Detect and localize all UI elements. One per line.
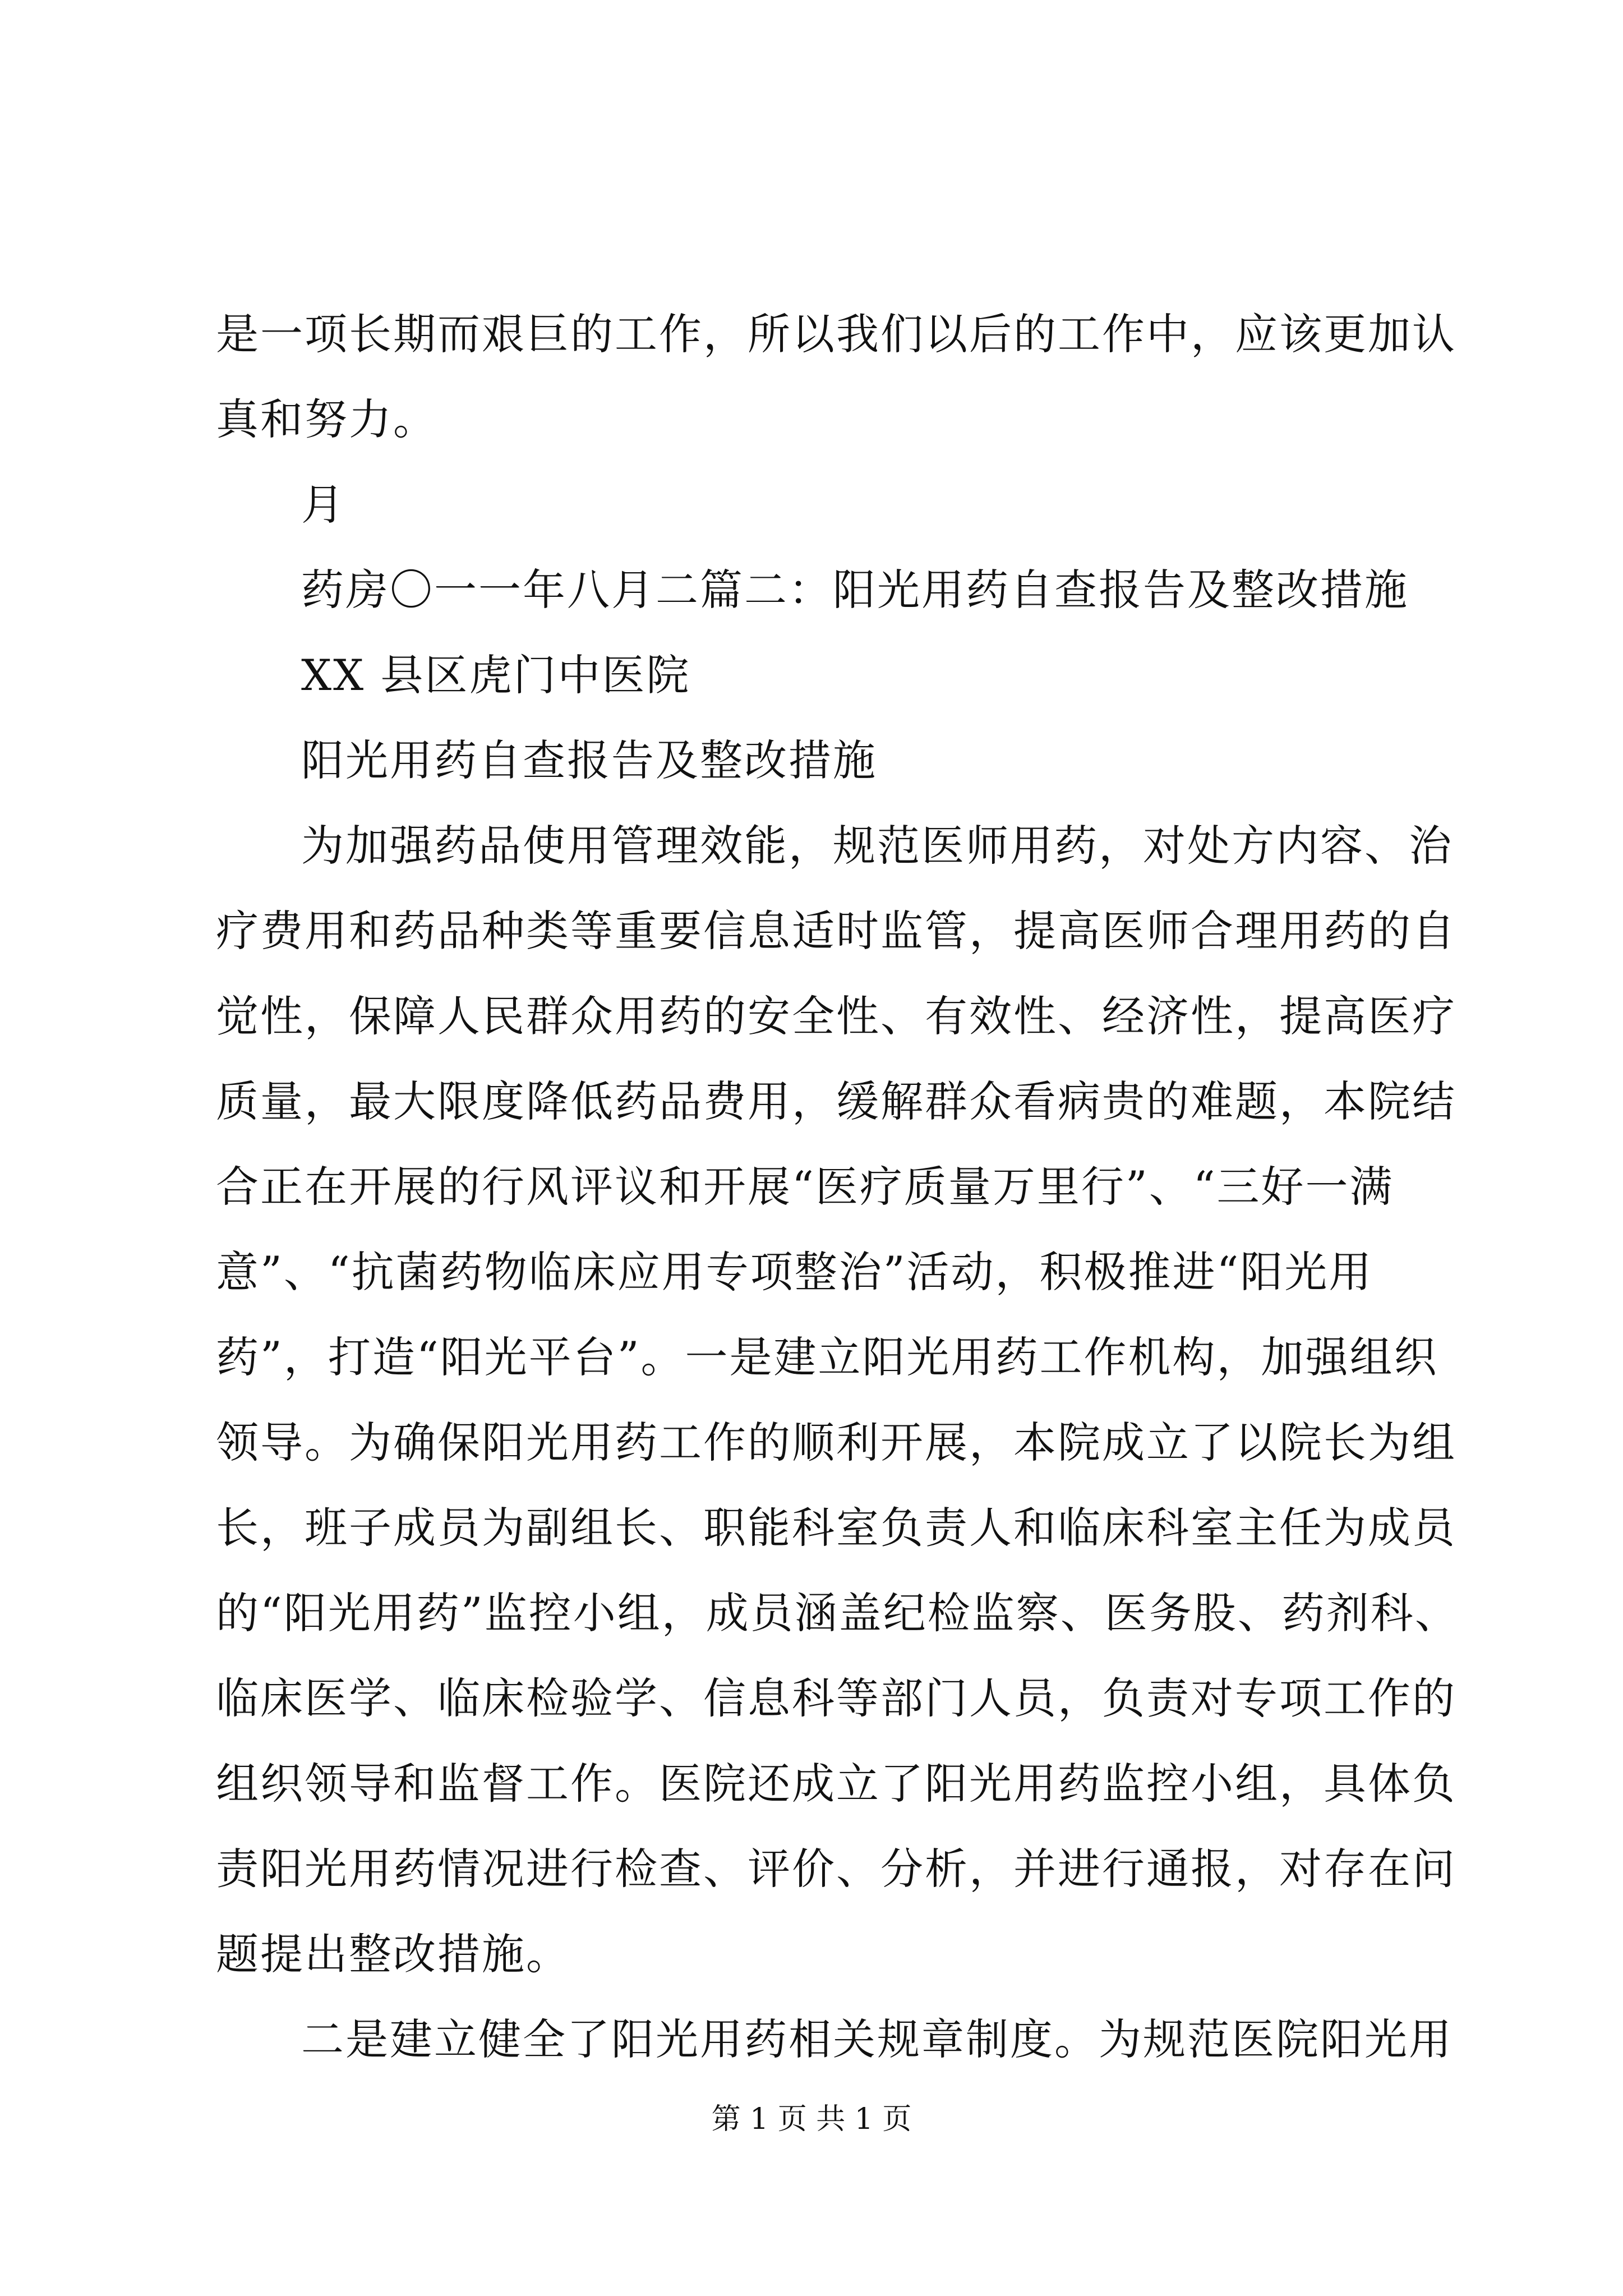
text-line: 意”、“抗菌药物临床应用专项整治”活动，积极推进“阳光用 <box>216 1247 1373 1297</box>
text-line: 组织领导和监督工作。医院还成立了阳光用药监控小组，具体负 <box>216 1759 1456 1809</box>
text-line: 月 <box>301 480 345 530</box>
text-line: 二是建立健全了阳光用药相关规章制度。为规范医院阳光用 <box>301 2014 1453 2064</box>
text-line: 是一项长期而艰巨的工作，所以我们以后的工作中，应该更加认 <box>216 309 1456 359</box>
text-line: 药”，打造“阳光平台”。一是建立阳光用药工作机构，加强组织 <box>216 1332 1438 1382</box>
text-line: 的“阳光用药”监控小组，成员涵盖纪检监察、医务股、药剂科、 <box>216 1588 1459 1638</box>
text-line: XX 县区虎门中医院 <box>301 650 691 700</box>
text-line: 合正在开展的行风评议和开展“医疗质量万里行”、“三好一满 <box>216 1162 1394 1212</box>
text-line: 为加强药品使用管理效能，规范医师用药，对处方内容、治 <box>301 821 1453 871</box>
text-line: 觉性，保障人民群众用药的安全性、有效性、经济性，提高医疗 <box>216 991 1456 1041</box>
page-footer: 第 1 页 共 1 页 <box>711 2102 912 2136</box>
text-line: 药房〇一一年八月二篇二：阳光用药自查报告及整改措施 <box>301 565 1409 615</box>
text-line: 临床医学、临床检验学、信息科等部门人员，负责对专项工作的 <box>216 1673 1456 1723</box>
text-line: 题提出整改措施。 <box>216 1929 570 1979</box>
document-body <box>216 292 1459 2082</box>
text-line: 领导。为确保阳光用药工作的顺利开展，本院成立了以院长为组 <box>216 1418 1456 1467</box>
text-line: 真和努力。 <box>216 394 437 444</box>
text-line: 质量，最大限度降低药品费用，缓解群众看病贵的难题，本院结 <box>216 1076 1456 1126</box>
text-line: 疗费用和药品种类等重要信息适时监管，提高医师合理用药的自 <box>216 906 1456 956</box>
text-line: 长，班子成员为副组长、职能科室负责人和临床科室主任为成员 <box>216 1503 1456 1553</box>
text-line: 责阳光用药情况进行检查、评价、分析，并进行通报，对存在问 <box>216 1844 1456 1894</box>
text-line: 阳光用药自查报告及整改措施 <box>301 735 877 785</box>
